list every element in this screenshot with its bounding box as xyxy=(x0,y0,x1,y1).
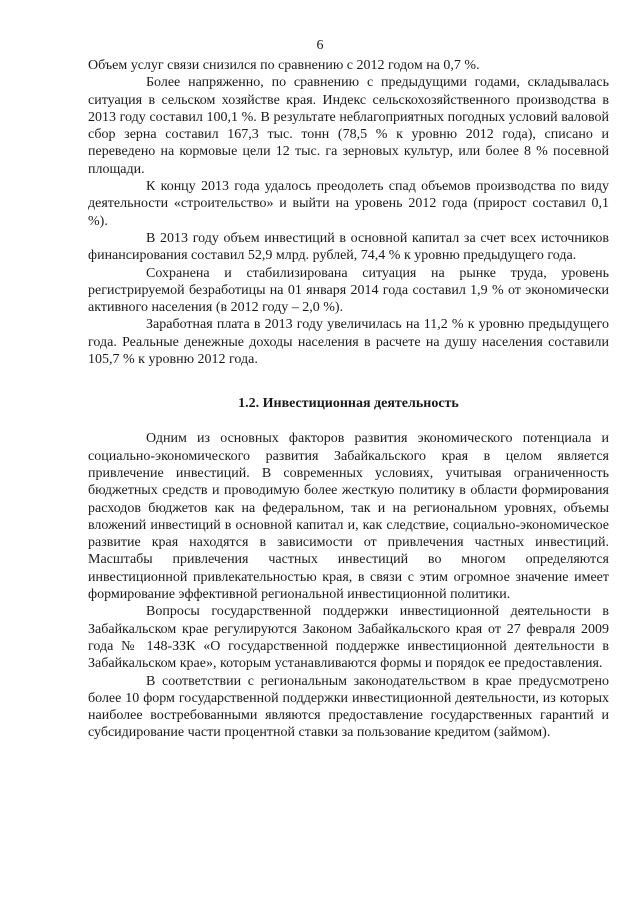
paragraph-investment-factors: Одним из основных факторов развития экономического потенциала и социально-экономического развития Забайкальского края в целом является привлечение инвестиций. В современных условиях, учитывая ограниченность бюджетных средств и проводимую более жесткую политику в области формирования расходов бюджетов как на федеральном, так и на региональном уровнях, объемы вложений инвестиций в основной капитал и, как следствие, социально-экономическое развитие края находятся в зависимости от привлечения частных инвестиций. Масштабы привлечения частных инвестиций во многом определяются инвестиционной привлекательностью края, в связи с этим огромное значение имеет формирование эффективной региональной инвестиционной политики. xyxy=(88,431,609,603)
paragraph-agriculture: Более напряженно, по сравнению с предыдущими годами, складывалась ситуация в сельском хозяйстве края. Индекс сельскохозяйственного производства в 2013 году составил 100,1 %. В результате неблагоприятных погодных условий валовой сбор зерна составил 167,3 тыс. тонн (78,5 % к уровню 2012 года), списано и переведено на кормовые цели 12 тыс. га зерновых культур, или более 8 % посевной площади. xyxy=(88,75,609,177)
page-number: 6 xyxy=(316,38,324,53)
paragraph-construction: К концу 2013 года удалось преодолеть спад объемов производства по виду деятельности «строительство» и выйти на уровень 2012 года (прирост составил 0,1 %). xyxy=(88,179,609,229)
paragraph-labor-market: Сохранена и стабилизирована ситуация на рынке труда, уровень регистрируемой безработицы на 01 января 2014 года составил 1,9 % от экономически активного населения (в 2012 году – 2,0 %). xyxy=(88,265,609,316)
paragraph-state-support-law: Вопросы государственной поддержки инвестиционной деятельности в Забайкальском крае регулируются Законом Забайкальского края от 27 февраля 2009 года № 148-ЗЗК «О государственной поддержке инвестиционной деятельности в Забайкальском крае», которым устанавливаются формы и порядок ее предоставления. xyxy=(88,604,609,672)
paragraph-communications: Объем услуг связи снизился по сравнению с 2012 годом на 0,7 %. xyxy=(88,58,480,73)
document-body xyxy=(88,57,609,742)
paragraph-support-forms: В соответствии с региональным законодательством в крае предусмотрено более 10 форм государственной поддержки инвестиционной деятельности, из которых наиболее востребованными являются предоставление государственных гарантий и субсидирование части процентной ставки за пользование кредитом (займом). xyxy=(88,673,609,741)
paragraph-wages: Заработная плата в 2013 году увеличилась на 11,2 % к уровню предыдущего года. Реальные денежные доходы населения в расчете на душу населения составили 105,7 % к уровню 2012 года. xyxy=(88,317,609,368)
section-heading: 1.2. Инвестиционная деятельность xyxy=(238,396,459,412)
paragraph-investments: В 2013 году объем инвестиций в основной капитал за счет всех источников финансирования составил 52,9 млрд. рублей, 74,4 % к уровню предыдущего года. xyxy=(88,230,609,264)
